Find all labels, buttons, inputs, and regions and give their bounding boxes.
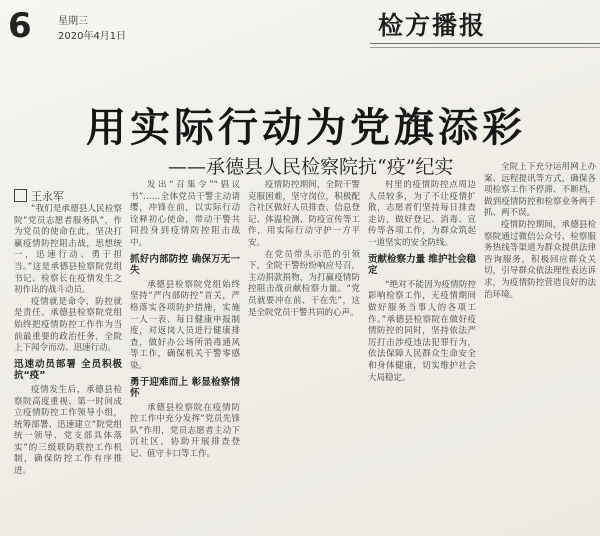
section-subheading: 抓好内部防控 确保万无一失 [130,253,240,277]
paragraph: “绝对不能因为疫情防控影响检察工作，无疫情期间做好服务当事人的各项工作。”承德县检察院在做好疫情防控的同时，坚持依法严厉打击涉疫违法犯罪行为，依法保障人民群众生命安全和身体健康，切实维护社会大局稳定。 [368,279,476,383]
paragraph: 村里的疫情防控点周边人员较多，为了不让疫情扩散，志愿者们坚持每日排查走访，做好登记、消毒、宣传等各项工作，为群众筑起一道坚实的安全防线。 [368,180,476,248]
article-column-2 [130,180,240,512]
paragraph: 疫情防控期间，承德县检察院通过微信公众号、检察服务热线等渠道为群众提供法律咨询服务，积极回应群众关切，引导群众依法理性表达诉求，为疫情防控营造良好的法治环境。 [484,219,596,300]
subheadline: ——承德县人民检察院抗“疫”纪实 [168,156,454,178]
paragraph: 疫情防控期间，全院干警克服困难，坚守岗位，积极配合社区做好人员排查、信息登记、体温检测、防疫宣传等工作，用实际行动守护一方平安。 [248,180,360,248]
section-subheading: 迅速动员部署 全员积极抗“疫” [14,358,122,382]
page-number: 6 [8,6,32,46]
paragraph: 承德县检察院在疫情防控工作中充分发挥“党员先锋队”作用，党员志愿者主动下沉社区，协助开展排查登记、值守卡口等工作。 [130,402,240,460]
paragraph: 疫情就是命令，防控就是责任。承德县检察院党组始终把疫情防控工作作为当前最重要的政治任务，全院上下闻令而动、迅速行动。 [14,296,122,354]
paragraph: 全院上下充分运用网上办案、远程提讯等方式，确保各项检察工作不停滞、不断档，做到疫情防控和检察业务两手抓、两不误。 [484,162,596,219]
paragraph: “我们是承德县人民检察院”党员志愿者服务队”，作为党员的使命在此，坚决打赢疫情防控阻击战，思想统一，迅速行动、勇于担当。”这是承德县检察院党组书记、检察长在疫情发生之初作出的战斗动员。 [14,204,122,296]
paragraph: 发出“召集令”“倡议书”……全体党员干警主动请缨，冲锋在前，以实际行动诠释初心使命，带动干警共同投身到疫情防控阻击战中。 [130,180,240,248]
headline: 用实际行动为党旗添彩 [86,105,526,151]
paragraph: 疫情发生后，承德县检察院高度重视、第一时间成立疫情防控工作领导小组，统筹部署、迅速建立“院党组统一领导、党支部具体落实”的三级联防联控工作机制，确保防控工作有序推进。 [14,384,122,477]
section-rule [370,43,600,44]
paragraph: 在党员带头示范的引领下，全院干警纷纷响应号召，主动捐款捐物，为打赢疫情防控阻击战贡献检察力量。“党员就要冲在前、干在先”，这是全院党员干警共同的心声。 [248,249,360,318]
section-subheading: 勇于迎难而上 彰显检察情怀 [130,376,240,400]
issue-date: 2020年4月1日 [58,31,127,42]
article-column-4 [368,180,476,536]
article-column-1 [14,204,122,536]
paragraph: 承德县检察院党组始终坚持“严内部防控”首关，严格落实各项防护措施，实施一人一表、每日健康申报制度，对返岗人员进行健康排查，做好办公场所消毒通风等工作，确保机关干警零感染。 [130,279,240,371]
byline [14,188,64,204]
byline-box-icon [14,189,27,202]
weekday: 星期三 [58,16,88,27]
section-subheading: 贡献检察力量 维护社会稳定 [368,253,476,277]
article-column-3 [248,180,360,536]
section-rule-secondary [370,47,600,48]
article-column-5 [484,162,596,536]
section-title: 检方播报 [378,11,487,40]
byline-author: 王永军 [31,190,64,203]
